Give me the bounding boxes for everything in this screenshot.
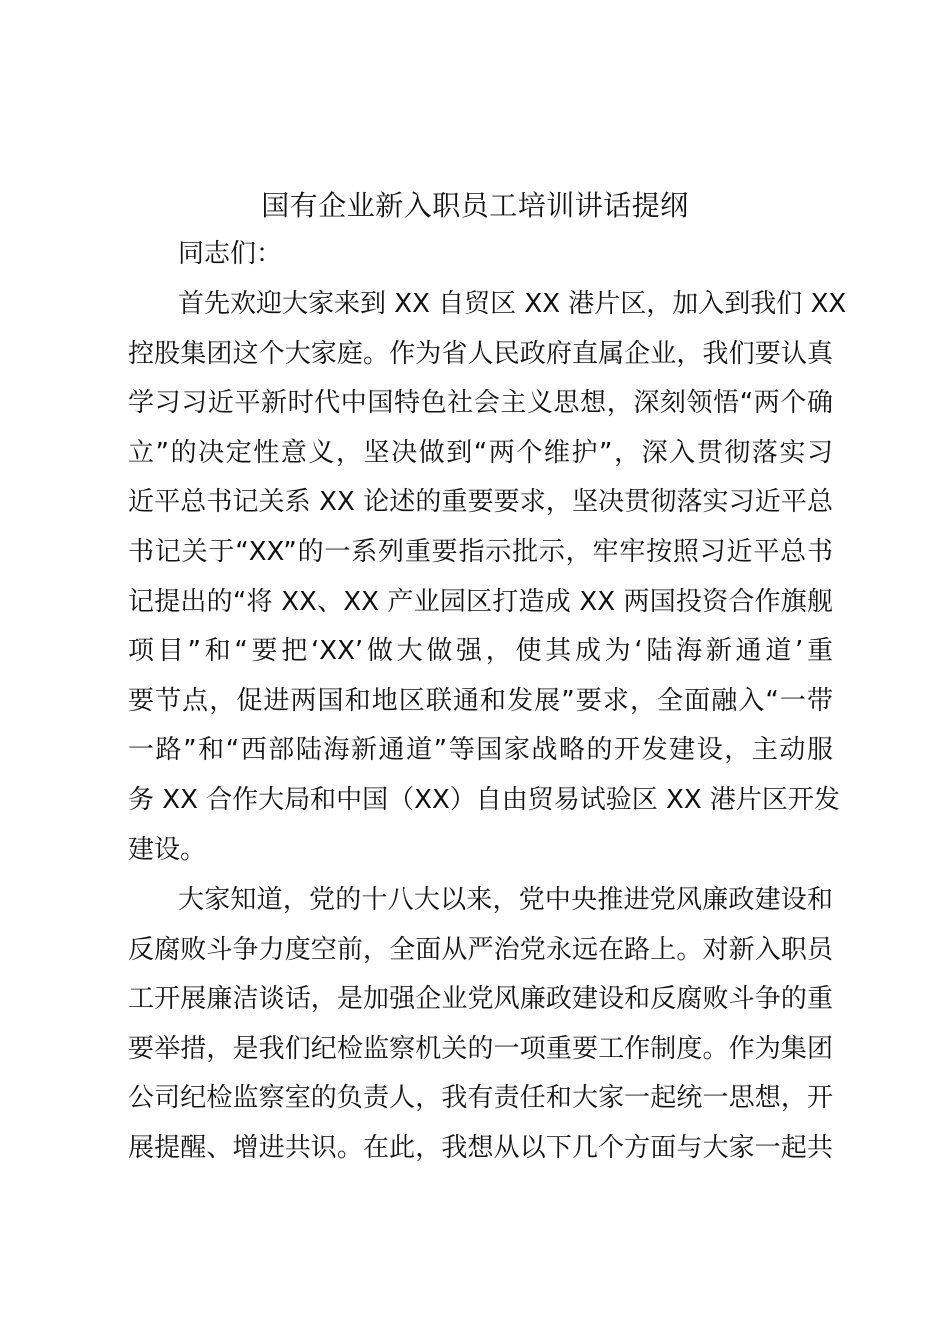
paragraph-line: 务 XX 合作大局和中国（XX）自由贸易试验区 XX 港片区开发 (128, 784, 840, 815)
paragraph-line: 书记关于“XX”的一系列重要指示批示，牢牢按照习近平总书 (128, 536, 833, 567)
paragraph-line: 要举措，是我们纪检监察机关的一项重要工作制度。作为集团 (128, 1033, 833, 1064)
paragraph-line: 大家知道，党的十八大以来，党中央推进党风廉政建设和 (178, 885, 833, 915)
paragraph-line: 控股集团这个大家庭。作为省人民政府直属企业，我们要认真 (128, 338, 833, 369)
paragraph-line: 学习习近平新时代中国特色社会主义思想，深刻领悟“两个确 (128, 388, 833, 419)
paragraph-line: 要节点，促进两国和地区联通和发展”要求，全面融入“一带 (128, 685, 833, 716)
paragraph-line: 立”的决定性意义，坚决做到“两个维护”，深入贯彻落实习 (128, 437, 833, 468)
salutation: 同志们： (178, 239, 283, 269)
paragraph-line: 首先欢迎大家来到 XX 自贸区 XX 港片区，加入到我们 XX (178, 289, 847, 319)
document-title: 国有企业新入职员工培训讲话提纲 (261, 189, 689, 222)
paragraph-line: 建设。 (128, 834, 207, 865)
paragraph-line: 公司纪检监察室的负责人，我有责任和大家一起统一思想，开 (128, 1083, 833, 1114)
paragraph-line: 记提出的“将 XX、XX 产业园区打造成 XX 两国投资合作旗舰 (128, 586, 833, 617)
paragraph-line: 近平总书记关系 XX 论述的重要要求，坚决贯彻落实习近平总 (128, 487, 833, 518)
paragraph-line: 工开展廉洁谈话，是加强企业党风廉政建设和反腐败斗争的重 (128, 984, 833, 1015)
paragraph-line: 反腐败斗争力度空前，全面从严治党永远在路上。对新入职员 (128, 934, 833, 965)
paragraph-line: 项目”和“要把‘XX’做大做强，使其成为‘陆海新通道’重 (128, 636, 833, 667)
paragraph-welcome (128, 280, 847, 875)
paragraph-integrity (128, 876, 833, 1174)
paragraph-line: 展提醒、增进共识。在此，我想从以下几个方面与大家一起共 (128, 1132, 833, 1163)
paragraph-line: 一路”和“西部陆海新通道”等国家战略的开发建设，主动服 (128, 735, 833, 766)
